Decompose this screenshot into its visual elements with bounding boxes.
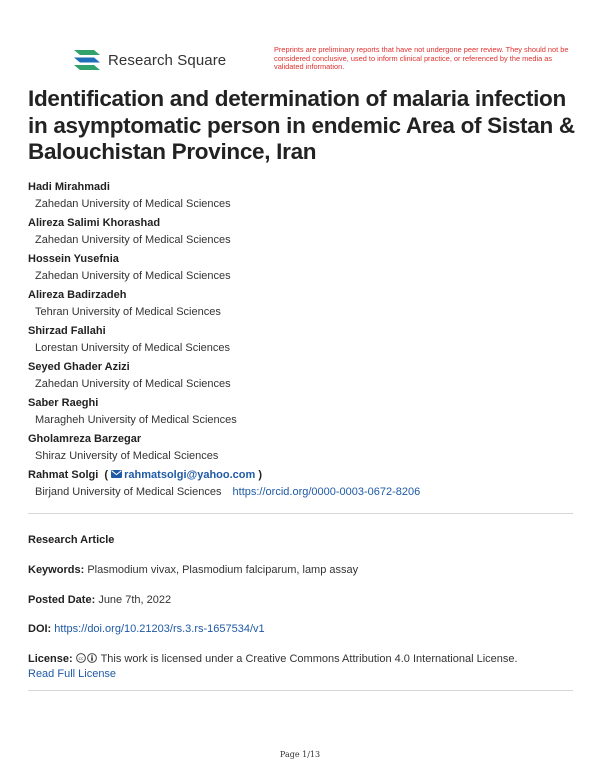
license-line [28, 652, 573, 682]
keywords-line [28, 563, 358, 578]
doi-line [28, 622, 265, 637]
author-name: Hadi Mirahmadi [28, 181, 110, 193]
svg-text:cc: cc [78, 657, 84, 662]
corresponding-author-name: Rahmat Solgi ( rahmatsolgi@yahoo.com ) [28, 469, 263, 481]
author-entry [28, 252, 588, 288]
read-full-license-link[interactable]: Read Full License [28, 668, 117, 680]
author-list [28, 180, 588, 504]
mail-icon [111, 470, 122, 478]
author-affiliation: Zahedan University of Medical Sciences [35, 378, 231, 390]
author-entry [28, 396, 588, 432]
author-name: Saber Raeghi [28, 397, 99, 409]
author-affiliation: Zahedan University of Medical Sciences [35, 234, 231, 246]
keywords-value: Plasmodium vivax, Plasmodium falciparum, lamp assay [87, 564, 359, 576]
author-entry [28, 324, 588, 360]
page-number: Page 1/13 [279, 750, 321, 759]
author-affiliation: Zahedan University of Medical Sciences [35, 198, 231, 210]
author-entry [28, 432, 588, 468]
logo-text: Research Square [108, 51, 227, 69]
research-square-logo[interactable] [74, 48, 226, 72]
research-square-logo-icon [74, 48, 102, 72]
author-name: Shirzad Fallahi [28, 325, 106, 337]
divider [28, 513, 573, 514]
email-link[interactable]: rahmatsolgi@yahoo.com [124, 469, 256, 481]
author-name: Alireza Salimi Khorashad [28, 217, 161, 229]
orcid-link[interactable]: https://orcid.org/0000-0003-0672-8206 [232, 486, 421, 498]
author-name: Alireza Badirzadeh [28, 289, 127, 301]
author-entry [28, 288, 588, 324]
creative-commons-icon [76, 653, 86, 663]
doi-label: DOI: [28, 623, 52, 635]
posted-date-value: June 7th, 2022 [98, 594, 172, 606]
doi-link[interactable]: https://doi.org/10.21203/rs.3.rs-1657534/v1 [54, 623, 265, 635]
license-label: License: [28, 653, 73, 665]
author-entry [28, 180, 588, 216]
corresponding-author-affiliation: Birjand University of Medical Sciences https://orcid.org/0000-0003-0672-8206 [35, 486, 421, 498]
divider [28, 690, 573, 691]
author-affiliation: Tehran University of Medical Sciences [35, 306, 221, 318]
author-affiliation: Maragheh University of Medical Sciences [35, 414, 237, 426]
author-name: Gholamreza Barzegar [28, 433, 142, 445]
keywords-label: Keywords: [28, 564, 85, 576]
author-name: Seyed Ghader Azizi [28, 361, 130, 373]
author-affiliation: Lorestan University of Medical Sciences [35, 342, 231, 354]
license-text: This work is licensed under a Creative Commons Attribution 4.0 International License. [100, 653, 518, 665]
corresponding-author-entry [28, 468, 588, 504]
author-affiliation: Shiraz University of Medical Sciences [35, 450, 219, 462]
author-affiliation: Zahedan University of Medical Sciences [35, 270, 231, 282]
posted-date-label: Posted Date: [28, 594, 96, 606]
paper-title: Identification and determination of malaria infection in asymptomatic person in endemic Area of Sistan & Balouchistan Province, Iran [28, 86, 575, 164]
article-type: Research Article [28, 534, 115, 546]
author-entry [28, 216, 588, 252]
attribution-icon [87, 653, 97, 663]
author-entry [28, 360, 588, 396]
preprint-notice: Preprints are preliminary reports that have not undergone peer review. They should not be considered conclusive, used to inform clinical practice, or referenced by the media as validated information. [274, 45, 569, 72]
author-name: Hossein Yusefnia [28, 253, 119, 265]
posted-date-line [28, 593, 171, 608]
